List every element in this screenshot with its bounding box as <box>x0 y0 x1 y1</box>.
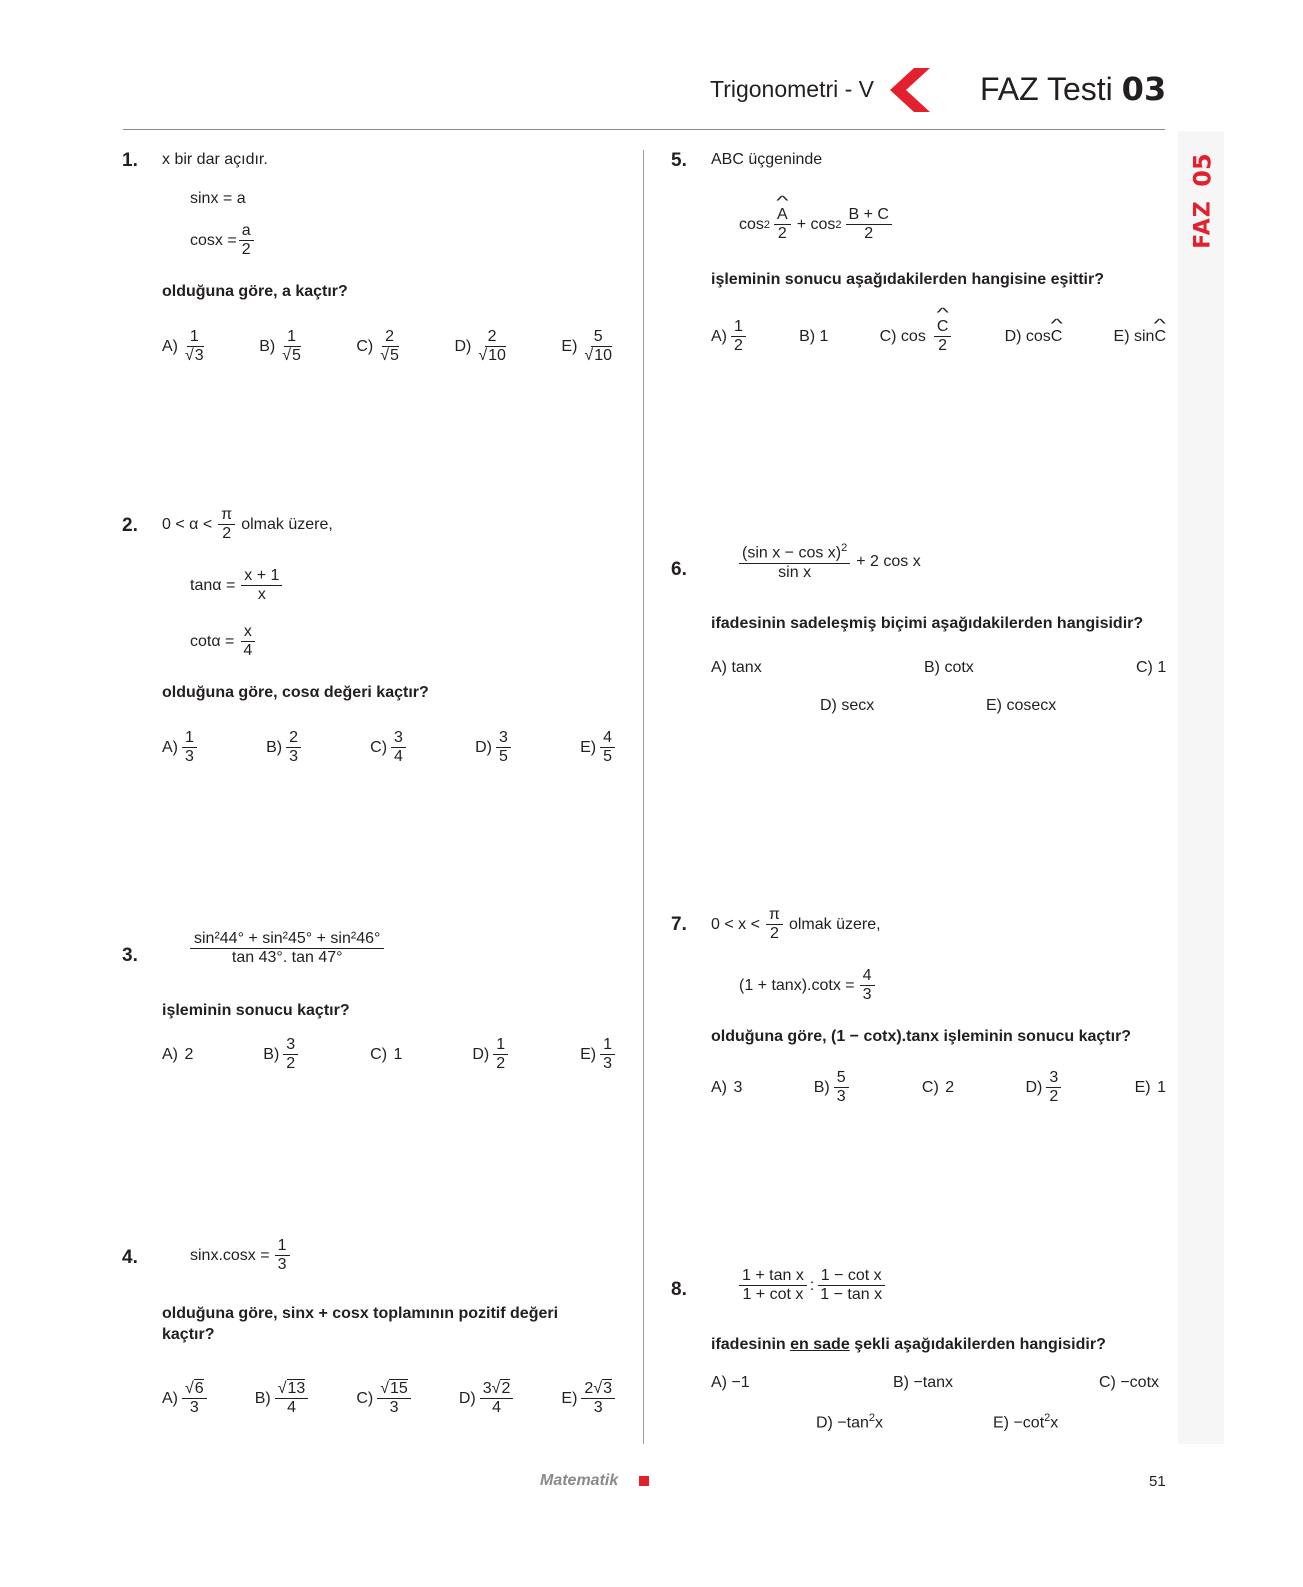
question-text: olduğuna göre, a kaçtır? <box>162 283 348 300</box>
test-number: 03 <box>1121 70 1167 108</box>
option-b[interactable]: B) $\frac{2}{3}$ <box>266 729 303 767</box>
option-e[interactable]: E) cosecx <box>986 697 1057 714</box>
question-text: ifadesinin en sade şekli aşağıdakilerden hangisidir? <box>711 1336 1106 1353</box>
option-d[interactable]: D) $\frac{2}{√10}$ <box>454 328 506 365</box>
expression: $\frac{\text{sin²44° + sin²45° + sin²46°}}{\tan 43^\circ. \tan 47^\circ}$ <box>190 930 384 968</box>
question-condition: 0 < x < $\frac{\pi}{2}$ olmak üzere, <box>711 906 881 943</box>
option-a[interactable]: A) $\frac{√6}{3}$ <box>162 1380 209 1418</box>
option-b[interactable]: B) $\frac{1}{√5}$ <box>259 328 301 365</box>
option-a[interactable]: A) 3 <box>711 1078 743 1096</box>
answer-options <box>162 328 617 366</box>
option-b[interactable]: B) $\frac{√13}{4}$ <box>255 1380 311 1418</box>
question-text: işleminin sonucu kaçtır? <box>162 1002 350 1019</box>
option-c[interactable]: C) $\frac{3}{4}$ <box>370 729 408 767</box>
option-b[interactable]: B) $\frac{5}{3}$ <box>814 1069 851 1107</box>
given-line: cotα = $\frac{x}{4}$ <box>190 623 257 661</box>
option-c[interactable]: C) 1 <box>370 1045 403 1063</box>
question-text: olduğuna göre, (1 − cotx).tanx işleminin sonucu kaçtır? <box>711 1028 1132 1045</box>
option-e[interactable]: E) 1 <box>1134 1078 1166 1096</box>
column-divider <box>643 150 644 1444</box>
chevron-logo-icon <box>888 66 932 114</box>
given-line: sinx.cosx = $\frac{1}{3}$ <box>190 1237 292 1275</box>
option-e[interactable]: E) sin ^ C <box>1114 328 1166 346</box>
question-number: 2. <box>122 515 138 536</box>
option-d[interactable]: D) cos ^ C <box>1005 328 1063 346</box>
question-number: 3. <box>122 945 138 966</box>
answer-options <box>711 1069 1166 1107</box>
option-d[interactable]: D) $\frac{1}{2}$ <box>472 1036 510 1074</box>
question-number: 1. <box>122 150 138 171</box>
question-text: olduğuna göre, sinx + cosx toplamının pozitif değeri kaçtır? <box>162 1305 559 1343</box>
option-e[interactable]: E) $\frac{4}{5}$ <box>580 729 617 767</box>
option-a[interactable]: A) 2 <box>162 1045 194 1063</box>
question-text: olduğuna göre, cosα değeri kaçtır? <box>162 684 429 701</box>
option-a[interactable]: A) $\frac{1}{√3}$ <box>162 328 204 365</box>
option-e[interactable]: $E) -\cot^2x$ <box>993 1412 1059 1432</box>
brand-logo: FAZ <box>1190 199 1216 249</box>
header-rule <box>123 129 1165 130</box>
option-e[interactable]: E) $\frac{1}{3}$ <box>580 1036 617 1074</box>
given-line: sinx = a <box>190 190 246 207</box>
answer-options <box>162 1380 617 1418</box>
given-line: tanα = $\frac{x + 1}{x}$ <box>190 567 284 605</box>
page-number: 51 <box>1149 1473 1166 1490</box>
answer-options <box>162 729 617 767</box>
question-intro: x bir dar açıdır. <box>162 151 268 168</box>
option-c[interactable]: C) $\frac{√15}{3}$ <box>356 1380 412 1418</box>
option-c[interactable]: C) cos ^ $\frac{C}{2}$ <box>880 318 954 356</box>
option-b[interactable]: B) −tanx <box>893 1374 954 1391</box>
question-number: 4. <box>122 1247 138 1268</box>
side-strip <box>1178 131 1224 1444</box>
footer-subject: Matematik <box>540 1472 619 1489</box>
option-b[interactable]: B) $\frac{3}{2}$ <box>263 1036 300 1074</box>
unit-title: Trigonometri - V <box>710 76 875 102</box>
option-e[interactable]: E) $\frac{2√3}{3}$ <box>561 1380 617 1418</box>
option-c[interactable]: C) −cotx <box>1099 1374 1160 1391</box>
expression: $\frac{\text{1 + tan x}}{\text{1 + cot x}}$ : $\frac{\text{1 − cot x}}{\text{1 − tan x}}$ <box>739 1267 885 1305</box>
option-d[interactable]: D) $\frac{3√2}{4}$ <box>459 1380 515 1418</box>
answer-options <box>162 1036 617 1074</box>
option-a[interactable]: A) $\frac{1}{2}$ <box>711 318 748 356</box>
question-number: 7. <box>671 914 687 935</box>
option-a[interactable]: A) −1 <box>711 1374 750 1391</box>
question-text: işleminin sonucu aşağıdakilerden hangisine eşittir? <box>711 271 1104 288</box>
expression: $\frac{(\sin x - \cos x)^2}{\text{sin x}}$ + 2 cos x <box>739 542 921 582</box>
question-text: ifadesinin sadeleşmiş biçimi aşağıdakilerden hangisidir? <box>711 615 1144 632</box>
option-d[interactable]: D) $\frac{3}{5}$ <box>475 729 513 767</box>
option-b[interactable]: B) 1 <box>799 327 829 345</box>
option-c[interactable]: C) 1 <box>1136 659 1167 676</box>
given-line: (1 + tanx).cotx = $\frac{4}{3}$ <box>739 967 877 1005</box>
option-d[interactable]: D) secx <box>820 697 875 714</box>
test-label: FAZ Testi 03 <box>980 70 1167 108</box>
option-a[interactable]: A) $\frac{1}{3}$ <box>162 729 199 767</box>
option-a[interactable]: A) tanx <box>711 659 762 676</box>
option-d[interactable]: D) $\frac{3}{2}$ <box>1026 1069 1064 1107</box>
given-line: cosx = $\frac{a}{2}$ <box>190 222 256 260</box>
question-number: 5. <box>671 150 687 171</box>
answer-options <box>711 318 1166 356</box>
question-number: 6. <box>671 559 687 580</box>
footer-square-icon <box>639 1476 649 1486</box>
option-d[interactable]: $D) -\tan^2x$ <box>816 1412 884 1432</box>
option-e[interactable]: E) $\frac{5}{√10}$ <box>561 328 612 365</box>
option-c[interactable]: C) 2 <box>921 1078 955 1096</box>
fraction: $\frac{a}{2}$ <box>239 222 254 260</box>
option-b[interactable]: B) cotx <box>924 659 974 676</box>
question-number: 8. <box>671 1279 687 1300</box>
expression: cos 2 ^ $\frac{A}{2}$ + cos 2 $\frac{B + C}{2}$ <box>739 206 894 244</box>
option-c[interactable]: C) $\frac{2}{√5}$ <box>356 328 399 365</box>
question-condition: 0 < α < $\frac{\pi}{2}$ olmak üzere, <box>162 506 333 543</box>
chapter-number: 05 <box>1189 153 1217 187</box>
question-intro: ABC üçgeninde <box>711 151 823 168</box>
